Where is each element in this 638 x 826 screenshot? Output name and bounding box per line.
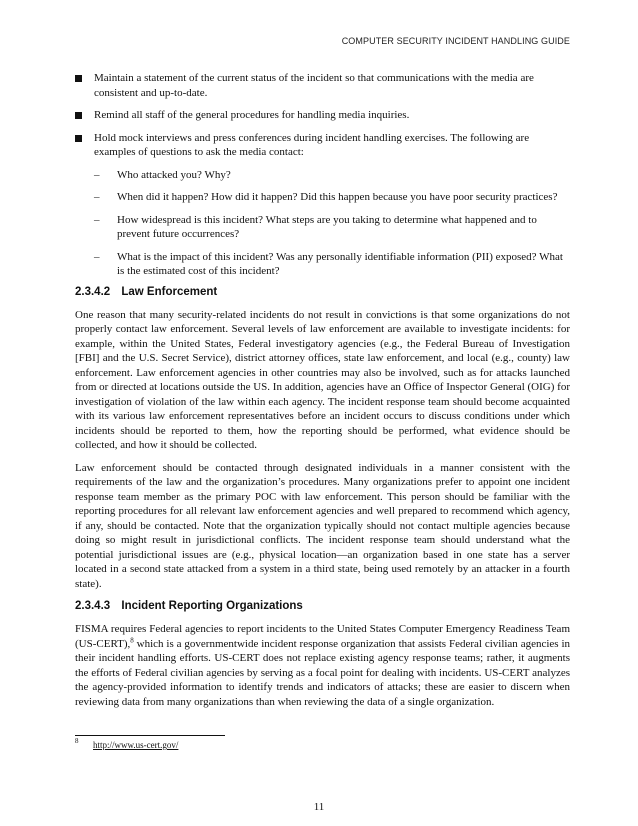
sub-list-item bbox=[75, 190, 570, 205]
square-bullet-icon bbox=[75, 112, 82, 119]
sub-list-text: Who attacked you? Why? bbox=[117, 168, 231, 181]
footnote-divider bbox=[75, 735, 225, 736]
square-bullet-icon bbox=[75, 75, 82, 82]
square-bullet-icon bbox=[75, 135, 82, 142]
bullet-text: Remind all staff of the general procedures for handling media inquiries. bbox=[94, 109, 410, 121]
bullet-item bbox=[75, 71, 570, 100]
running-header: COMPUTER SECURITY INCIDENT HANDLING GUIDE bbox=[341, 36, 570, 46]
footnote-reference[interactable]: 8 bbox=[130, 635, 134, 644]
sub-list-text: How widespread is this incident? What steps are you taking to determine what happened and to prevent future occurrences? bbox=[117, 213, 537, 240]
sub-list-item bbox=[75, 213, 570, 242]
bullet-text: Maintain a statement of the current status of the incident so that communications with the media are consistent and up-to-date. bbox=[94, 72, 534, 99]
bullet-item bbox=[75, 131, 570, 160]
body-paragraph: Law enforcement should be contacted through designated individuals in a manner consistent with the requirements of the law and the organization’s procedures. Many organizations prefer to appoint one incident response team member as the primary POC with law enforcement. This person should be familiar with the reporting procedures for all relevant law enforcement agencies and well prepared to recommend which agency, if any, should be contacted. Note that the organization typically should not contact multiple agencies because doing so might result in jurisdictional conflicts. The incident response team should understand what the potential jurisdictional issues are (e.g., physical location—an organization based in one state has a server located in a second state attacked from a system in a third state, being used remotely by an attacker in a fourth state). bbox=[75, 461, 570, 590]
bullet-item bbox=[75, 108, 570, 123]
paragraph-text: which is a governmentwide incident response organization that assists Federal civilian agencies in their incident handling efforts. US-CERT does not replace existing agency response teams; rather, it augments the efforts of Federal civilian agencies by serving as a focal point for dealing with incidents. US-CERT analyzes the agency-provided information to identify trends and indicators of attacks; these are easier to discern when reviewing data from many organizations than when reviewing the data of a single organization. bbox=[75, 637, 570, 708]
dash-bullet-icon: – bbox=[94, 191, 100, 203]
bullet-text: Hold mock interviews and press conferences during incident handling exercises. The following are examples of questions to ask the media contact: bbox=[94, 131, 530, 158]
sub-list-text: When did it happen? How did it happen? Did this happen because you have poor security practices? bbox=[117, 191, 558, 203]
sub-list-text: What is the impact of this incident? Was any personally identifiable information (PII) exposed? What is the estimated cost of this incident? bbox=[117, 250, 563, 277]
page-content bbox=[75, 71, 570, 717]
section-heading-law-enforcement bbox=[75, 285, 570, 299]
page-number: 11 bbox=[313, 801, 325, 813]
section-number: 2.3.4.3 bbox=[75, 600, 111, 612]
section-title: Law Enforcement bbox=[121, 285, 218, 298]
section-heading-incident-reporting bbox=[75, 599, 570, 613]
paragraph-text: FISMA requires Federal agencies to report incidents to the United States Computer Emergency Readiness Team (US-CERT), bbox=[75, 623, 570, 650]
dash-bullet-icon: – bbox=[94, 213, 100, 226]
dash-bullet-icon: – bbox=[94, 168, 100, 181]
footnote-number: 8 bbox=[75, 737, 79, 745]
section-title: Incident Reporting Organizations bbox=[121, 600, 303, 612]
section-number: 2.3.4.2 bbox=[75, 285, 111, 298]
footnote bbox=[75, 737, 179, 750]
body-paragraph: One reason that many security-related incidents do not result in convictions is that some organizations do not properly contact law enforcement. Several levels of law enforcement are available to investigate incidents: for example, within the United States, Federal investigatory agencies (e.g., the Federal Bureau of Investigation [FBI] and the U.S. Secret Service), district attorney offices, state law enforcement, and local (e.g., county) law enforcement. Law enforcement agencies in other countries may also be involved, such as for attacks launched from or directed at locations outside the US. In addition, agencies have an Office of Inspector General (OIG) for investigation of violation of the law within each agency. The incident response team should become acquainted with its various law enforcement representatives before an incident occurs to discuss conditions under which incidents should be reported to them, how the reporting should be performed, what evidence should be collected, and how it should be collected. bbox=[75, 308, 570, 451]
sub-list-item bbox=[75, 168, 570, 183]
body-paragraph bbox=[75, 622, 570, 709]
sub-list-item bbox=[75, 250, 570, 279]
dash-bullet-icon: – bbox=[94, 250, 100, 263]
footnote-link[interactable]: http://www.us-cert.gov/ bbox=[93, 740, 179, 750]
